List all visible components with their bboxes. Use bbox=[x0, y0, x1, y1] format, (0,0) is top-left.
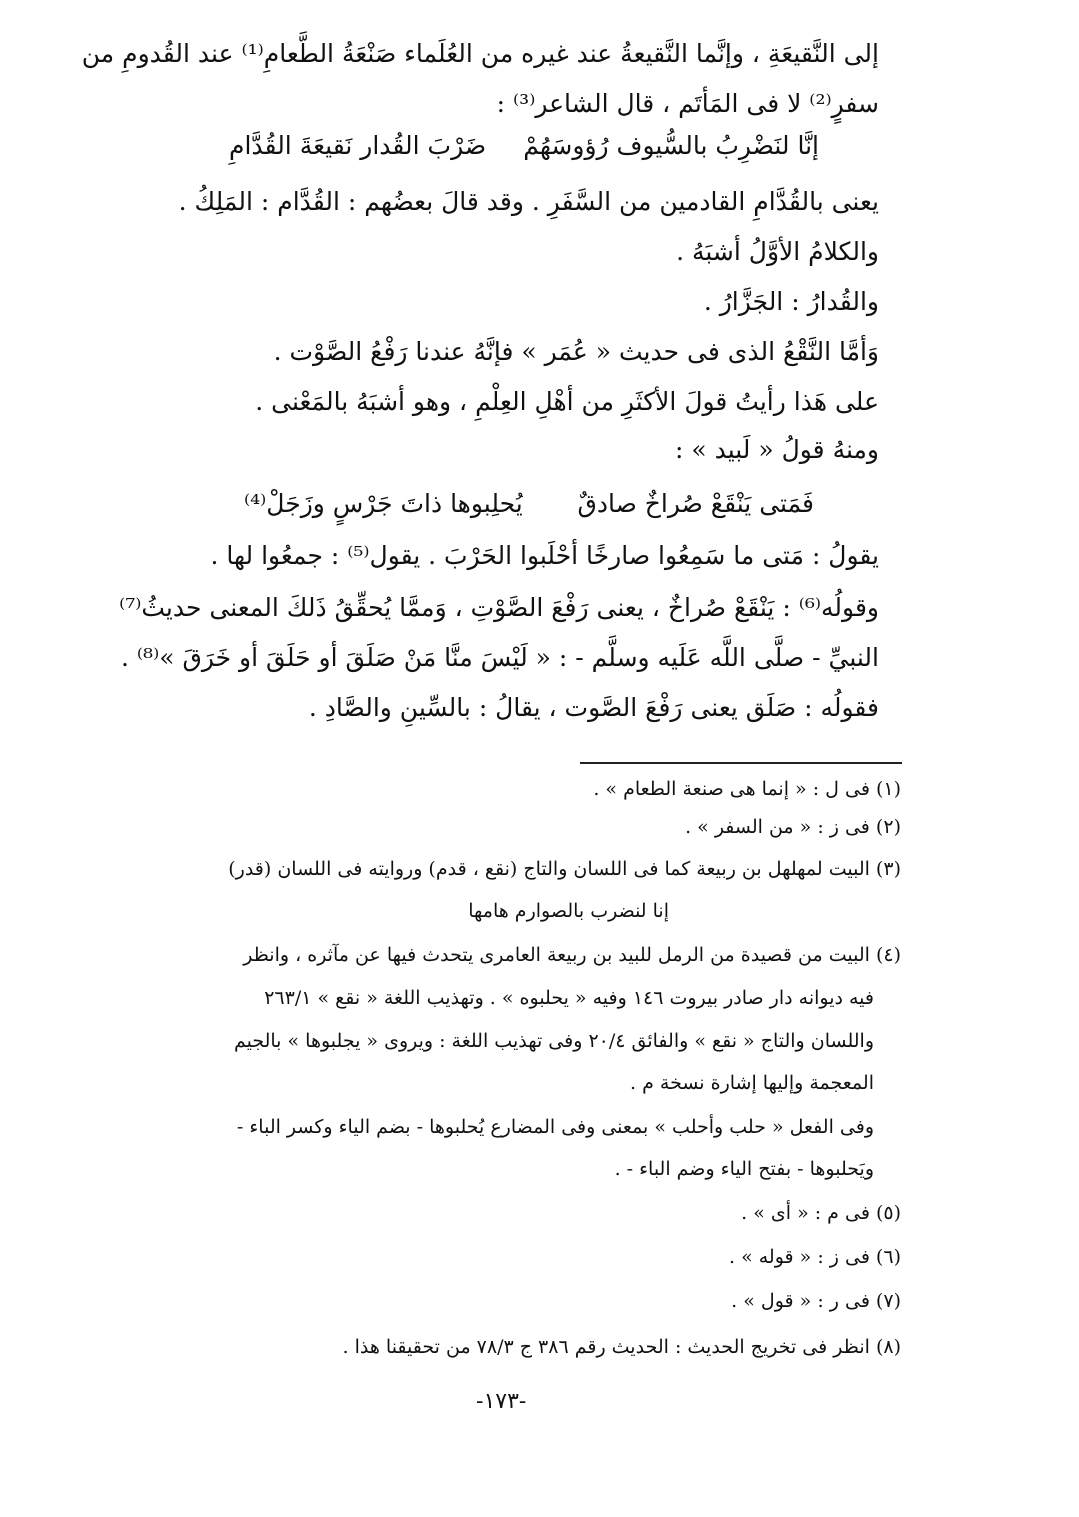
body-line-6: وَأمَّا النَّقْعُ الذى فى حديث « عُمَر » فإنَّهُ عندنا رَفْعُ الصَّوْت . bbox=[273, 337, 879, 366]
body-line-8: ومنهُ قولُ « لَبيد » : bbox=[674, 435, 879, 464]
footnote-4-line-6: ويَحلبوها - بفتح الياء وضم الباء - . bbox=[614, 1158, 874, 1180]
footnote-4-line-3: واللسان والتاج « نقع » والفائق ٢٠/٤ وفى تهذيب اللغة : ويروى « يجلبوها » بالجيم bbox=[233, 1030, 874, 1052]
body-line-1: إلى النَّقيعَةِ ، وإنَّما النَّقيعةُ عند غيره من العُلَماء صَنْعَةُ الطَّعامِ⁽¹⁾ عند القُدومِ من bbox=[81, 39, 879, 68]
body-line-10: وقولُه⁽⁶⁾ : يَنْقَعْ صُراخٌ ، يعنى رَفْعَ الصَّوْتِ ، وَممَّا يُحقِّقُ ذَلكَ المعنى حديثُ⁽⁷⁾ bbox=[119, 593, 879, 622]
body-line-3: يعنى بالقُدَّامِ القادمين من السَّفَرِ . وقد قالَ بعضُهم : القُدَّام : المَلِكُ . bbox=[178, 187, 879, 216]
footnote-1: (١) فى ل : « إنما هى صنعة الطعام » . bbox=[593, 778, 901, 800]
footnote-separator bbox=[580, 762, 902, 764]
footnote-4-line-5: وفى الفعل « حلب وأحلب » بمعنى وفى المضارع يُحلبوها - بضم الياء وكسر الباء - bbox=[236, 1116, 874, 1138]
footnote-8: (٨) انظر فى تخريج الحديث : الحديث رقم ٣٨٦ ج ٧٨/٣ من تحقيقنا هذا . bbox=[342, 1336, 901, 1358]
body-line-4: والكلامُ الأوَّلُ أشبَهُ . bbox=[676, 237, 879, 266]
footnote-5: (٥) فى م : « أى » . bbox=[741, 1202, 901, 1224]
footnote-6: (٦) فى ز : « قوله » . bbox=[729, 1246, 901, 1268]
verse-1-first-hemistich: إنَّا لنَضْرِبُ بالسُّيوف رُؤوسَهُمْ bbox=[523, 131, 819, 160]
footnote-4-line-2: فيه ديوانه دار صادر بيروت ١٤٦ وفيه « يحلبوه » . وتهذيب اللغة « نقع » ٢٦٣/١ bbox=[264, 987, 874, 1009]
body-line-2: سفرٍ⁽²⁾ لا فى المَأتَم ، قال الشاعر⁽³⁾ : bbox=[496, 89, 879, 118]
body-line-5: والقُدارُ : الجَزَّارُ . bbox=[703, 287, 879, 316]
page-number: -١٧٣- bbox=[476, 1389, 527, 1414]
footnote-7: (٧) فى ر : « قول » . bbox=[731, 1290, 901, 1312]
body-line-12: فقولُه : صَلَق يعنى رَفْعَ الصَّوت ، يقالُ : بالسِّينِ والصَّادِ . bbox=[308, 693, 879, 722]
body-line-7: على هَذا رأيتُ قولَ الأكثَرِ من أهْلِ العِلْمِ ، وهو أشبَهُ بالمَعْنى . bbox=[255, 387, 879, 416]
verse-2-second-hemistich: يُحلِبوها ذاتَ جَرْسٍ وزَجَلْ⁽⁴⁾ bbox=[244, 489, 523, 518]
footnote-3: (٣) البيت لمهلهل بن ربيعة كما فى اللسان والتاج (نقع ، قدم) وروايته فى اللسان (قدر) bbox=[228, 858, 901, 880]
verse-1-second-hemistich: ضَرْبَ القُدار نَقيعَةَ القُدَّامِ bbox=[229, 131, 487, 160]
footnote-4: (٤) البيت من قصيدة من الرمل للبيد بن ربيعة العامرى يتحدث فيها عن مآثره ، وانظر bbox=[243, 944, 901, 966]
footnote-2: (٢) فى ز : « من السفر » . bbox=[685, 816, 901, 838]
body-line-11: النبيِّ - صلَّى اللَّه عَلَيه وسلَّم - : « لَيْسَ منَّا مَنْ صَلَقَ أو حَلَقَ أو خَرَقَ »⁽⁸⁾ . bbox=[121, 643, 879, 672]
footnote-4-line-4: المعجمة وإليها إشارة نسخة م . bbox=[630, 1072, 874, 1094]
body-line-9: يقولُ : مَتى ما سَمِعُوا صارخًا أحْلَبوا الحَرْبَ . يقول⁽⁵⁾ : جمعُوا لها . bbox=[210, 541, 879, 570]
footnote-3-verse: إنا لنضرب بالصوارم هامها bbox=[468, 900, 669, 922]
verse-2-first-hemistich: فَمَتى يَنْقَعْ صُراخٌ صادقٌ bbox=[577, 489, 814, 518]
